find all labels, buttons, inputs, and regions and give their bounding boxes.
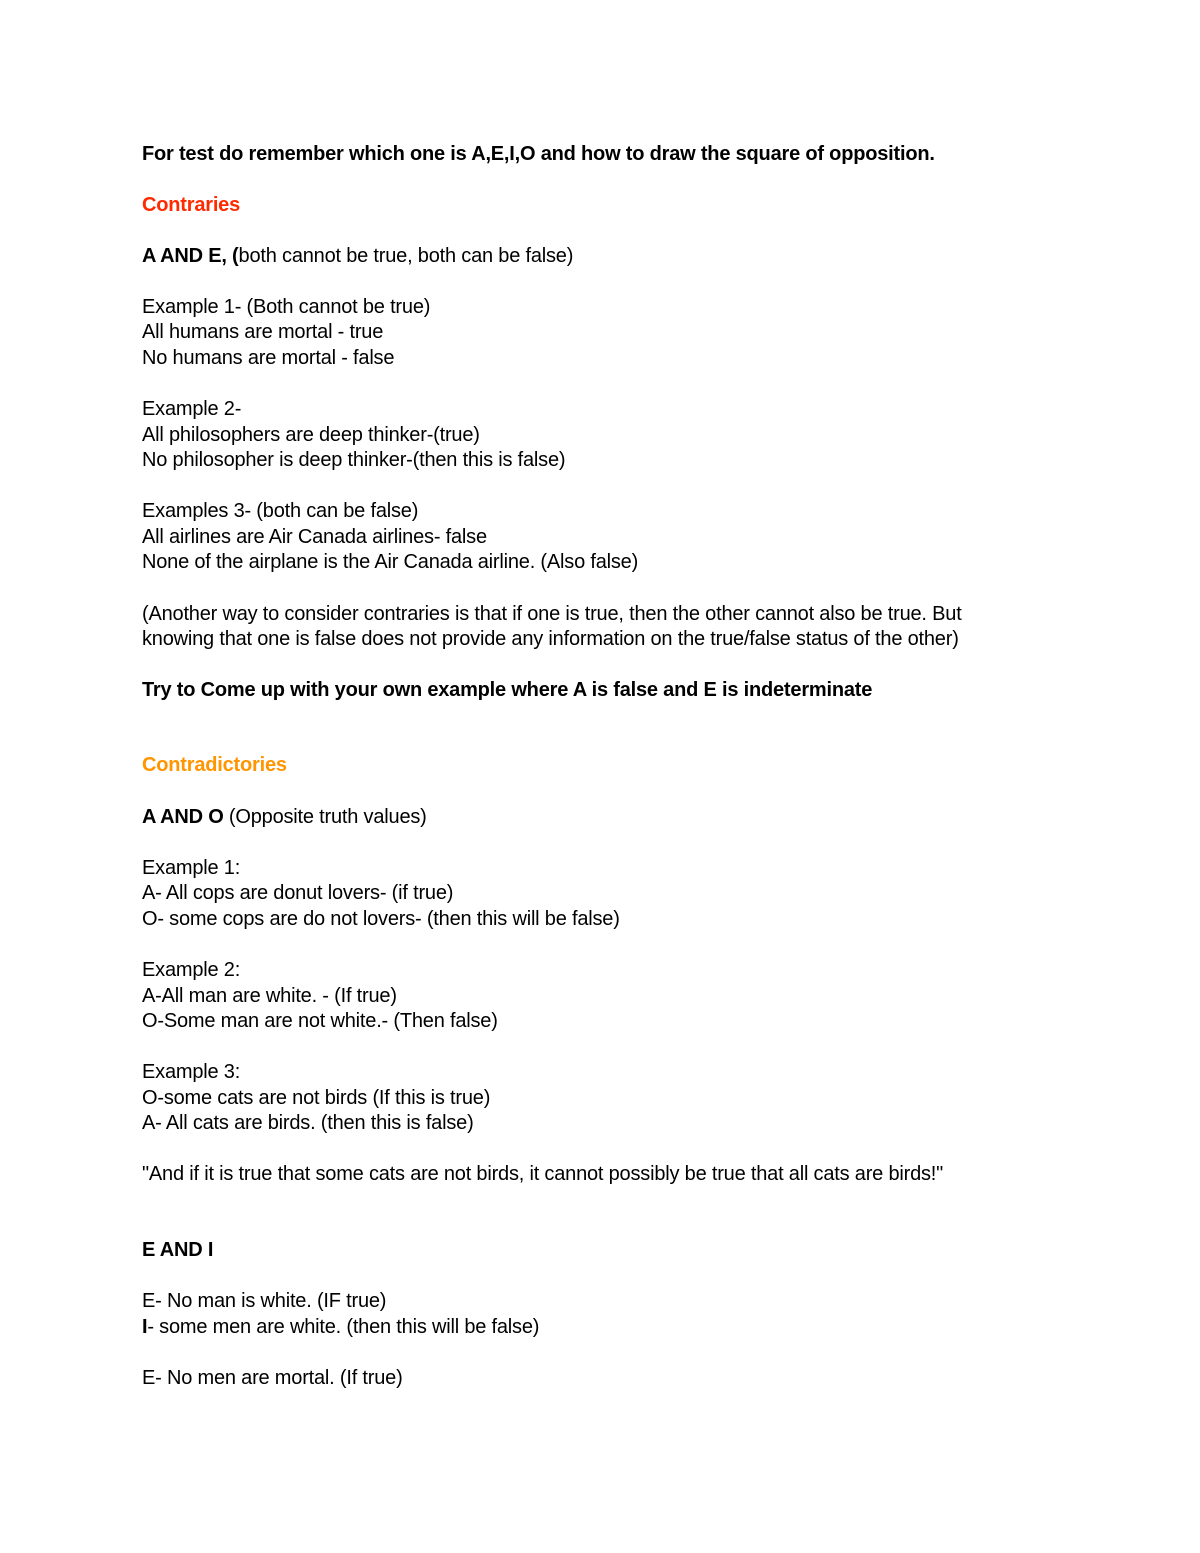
contraries-pair [142,243,573,269]
contraries-example2-line1: All philosophers are deep thinker-(true) [142,424,480,446]
contraries-example2-line2: No philosopher is deep thinker-(then this is false) [142,449,566,471]
contradictories-heading: Contradictories [142,754,287,776]
e-and-i-line2-rest: - some men are white. (then this will be false) [147,1316,540,1338]
contraries-example1-line2: No humans are mortal - false [142,347,395,369]
contradictories-example1-line2: O- some cops are do not lovers- (then this will be false) [142,908,620,930]
contradictories-example3-line1: O-some cats are not birds (If this is true) [142,1087,491,1109]
contraries-example3-label: Examples 3- (both can be false) [142,500,419,522]
contradictories-example2-label: Example 2: [142,959,241,981]
contradictories-pair [142,804,427,830]
contraries-example3-line1: All airlines are Air Canada airlines- false [142,526,487,548]
e-and-i-line3: E- No men are mortal. (If true) [142,1367,403,1389]
contraries-example1-label: Example 1- (Both cannot be true) [142,296,431,318]
e-and-i-heading: E AND I [142,1239,214,1261]
contraries-example3-line2: None of the airplane is the Air Canada airline. (Also false) [142,551,639,573]
e-and-i-line1: E- No man is white. (IF true) [142,1290,387,1312]
contraries-exercise: Try to Come up with your own example where A is false and E is indeterminate [142,679,873,701]
contraries-pair-note: both cannot be true, both can be false) [238,245,574,267]
contradictories-example1-line1: A- All cops are donut lovers- (if true) [142,882,454,904]
contradictories-pair-label: A AND O [142,806,224,828]
contradictories-example3-line2: A- All cats are birds. (then this is false) [142,1112,474,1134]
e-and-i-line2 [142,1314,539,1340]
contraries-example2-label: Example 2- [142,398,242,420]
e-and-i-line2-prefix: I [142,1316,148,1338]
contraries-example1-line1: All humans are mortal - true [142,321,384,343]
contradictories-example1-label: Example 1: [142,857,241,879]
contradictories-pair-note: (Opposite truth values) [223,806,427,828]
contradictories-example2-line1: A-All man are white. - (If true) [142,985,397,1007]
contradictories-example2-line2: O-Some man are not white.- (Then false) [142,1010,498,1032]
contraries-note-line2: knowing that one is false does not provide any information on the true/false status of the other) [142,628,959,650]
contradictories-quote: "And if it is true that some cats are not birds, it cannot possibly be true that all cats are birds!" [142,1163,944,1185]
contraries-pair-label: A AND E, ( [142,245,239,267]
contraries-heading: Contraries [142,194,241,216]
contradictories-example3-label: Example 3: [142,1061,241,1083]
contraries-note-line1: (Another way to consider contraries is that if one is true, then the other cannot also be true. But [142,603,962,625]
page-title: For test do remember which one is A,E,I,O and how to draw the square of opposition. [142,143,935,165]
